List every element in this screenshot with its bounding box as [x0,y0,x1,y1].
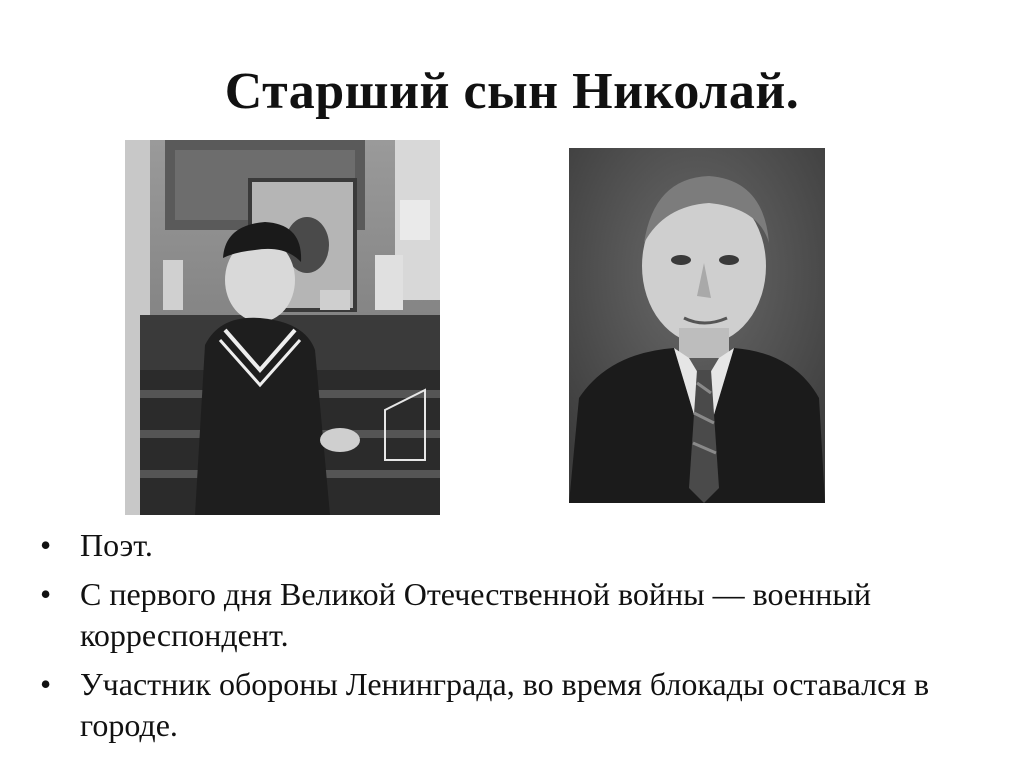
bullet-text: Поэт. [80,527,153,563]
bullet-item [40,664,980,746]
bullet-item [40,525,980,566]
bullet-marker: • [40,576,52,612]
bullet-list [40,525,980,754]
slide-title: Старший сын Николай. [224,63,800,120]
boy-photo [125,140,440,515]
bullet-marker: • [40,666,52,702]
bullet-text: Участник обороны Ленинграда, во время блокады оставался в городе. [80,666,930,743]
bullet-item [40,574,980,656]
man-portrait-photo [569,148,825,503]
bullet-marker: • [40,527,52,563]
bullet-text: С первого дня Великой Отечественной войны — военный корреспондент. [80,576,871,653]
